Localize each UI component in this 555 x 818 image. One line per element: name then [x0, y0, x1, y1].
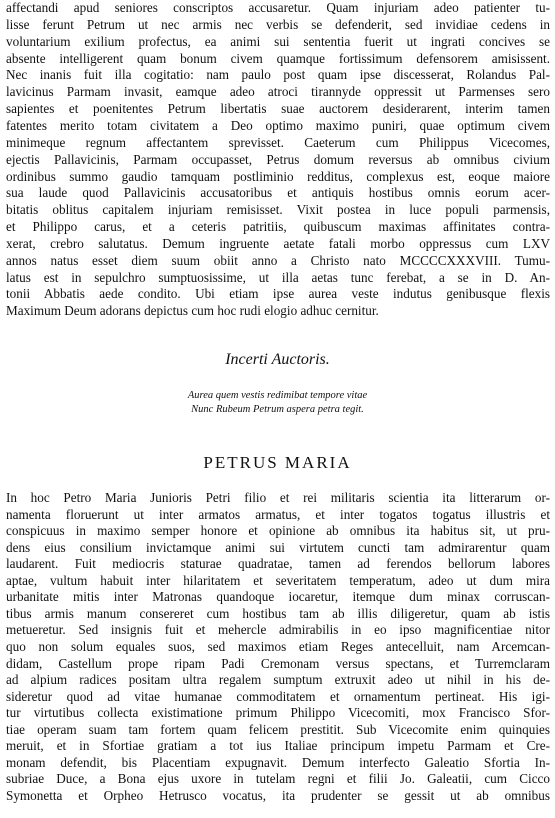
text-line: tiae operam suam tam fortem quam felicem prestitit. Sub Vicecomite enim quinquies	[6, 721, 550, 737]
text-line: bitatis oblitus capitalem injuriam remisisset. Vixit postea in luce populi parmensis,	[6, 202, 550, 218]
text-line: sideretur quod ad vitae humanae commoditatem et ornamentum pertineat. His igi-	[6, 688, 550, 704]
text-line: ordinibus summo gaudio tamquam postliminio redditus, complexus est, eoque maiore	[6, 168, 550, 184]
text-line: voluntarium exilium profectus, ea animi sui sententia fuerit ut ingrati concives se	[6, 33, 550, 49]
text-line: quo non solum equales suos, sed maximos etiam Reges antecelluit, nam Arcemcan-	[6, 638, 550, 654]
text-line: didam, Castellum prope ripam Padi Cremonam versus spectans, et Turremclaram	[6, 655, 550, 671]
text-line: Symonetta et Orpheo Hetrusco vocatus, ita prudenter se gessit ut ab omnibus	[6, 787, 550, 803]
text-line: lisse ferunt Petrum ut nec armis nec verbis se defenderit, sed invidiae cedens in	[6, 16, 550, 32]
text-line: subriae Duce, a Bona ejus uxore in tutelam regni et filii Jo. Galeatii, cum Cicco	[6, 771, 550, 787]
text-line: sua laude quod Pallavicinis accusatoribus et antiquis hostibus omnis eorum acer-	[6, 185, 550, 201]
text-line: aptae, vultum habuit inter hilaritatem et severitatem temperatum, adeo ut dum mira	[6, 572, 550, 588]
text-line: namenta floruerunt ut inter armatos armatus, et inter togatos togatus illustris et	[6, 506, 550, 522]
text-line: monam defendit, bis Placentiam expugnavit. Demum interfecto Galeatio Sfortia In-	[6, 754, 550, 770]
text-line: fatentes merito totam civitatem a Deo optimo maximo puniri, quae optimum civem	[6, 117, 550, 133]
verse-line: Aurea quem vestis redimibat tempore vitae	[187, 390, 368, 401]
text-line: laudarent. Fuit mediocris staturae quadratae, tamen ad ferendos bellorum labores	[6, 556, 550, 572]
heading-petrus-maria: PETRUS MARIA	[203, 453, 352, 472]
text-line: tibus armis manum consereret cum hostibus tam ab illis diligeretur, quam ab istis	[6, 605, 550, 621]
text-line: meruit, et in Sfortiae gratiam a tot ius Italiae principum impetu Parmam et Cre-	[6, 738, 550, 754]
text-line: In hoc Petro Maria Junioris Petri filio et rei militaris scientia ita litterarum or-	[6, 490, 550, 505]
text-line: metueretur. Sed insignis fuit et mehercle admirabilis in eo ipso magnificentiae nitor	[6, 622, 550, 638]
text-line: affectandi apud seniores conscriptos accusaretur. Quam injuriam adeo patienter tu-	[6, 0, 550, 15]
heading-incerti-auctoris: Incerti Auctoris.	[225, 351, 330, 368]
text-line: conspicuus in maximo semper honore et opinione ab omnibus ita habitus sit, ut pru-	[6, 523, 550, 539]
text-line: Nec inanis fuit illa cogitatio: nam paulo post quam ipse discesserat, Rolandus Pal-	[6, 67, 550, 83]
text-line: tonii Abbatis aede condito. Ubi etiam ipse aurea veste indutus genibusque flexis	[6, 286, 550, 302]
text-line: annos natus esset diem suum obiit anno a Christo nato MCCCCXXXVIII. Tumu-	[6, 252, 550, 268]
text-line: ejectis Pallavicinis, Parmam occupasset, Petrus domum reversus ab omnibus civium	[6, 151, 550, 167]
text-line: lavicinus Parmam invasit, eamque adeo atroci tirannyde oppressit ut Parmenses sero	[6, 84, 550, 100]
text-line: Maximum Deum adorans depictus cum hoc rudi elogio adhuc cernitur.	[6, 303, 379, 319]
text-line: sapientes et poenitentes Petrum libertatis suae auctorem desiderarent, interim tamen	[6, 101, 550, 117]
text-line: dens eius consilium invictamque animi sui virtutem cuncti tam admirarentur quam	[6, 539, 550, 555]
text-line: et Philippo carus, et a ceteris patritiis, quibuscum maximas affinitates contra-	[6, 219, 550, 235]
text-line: minimeque regnum affectantem sprevisset. Caeterum cum Philippus Vicecomes,	[6, 134, 550, 150]
text-line: absente intelligerent quam bonum civem quamque fortissimum defensorem amisissent.	[6, 50, 550, 66]
text-line: xerat, crebro salutatus. Demum ingruente aetate fatali morbo oppressus cum LXV	[6, 235, 550, 251]
text-line: ad alpium radices positam ultra regalem sumptum extruxit adeo ut nihil in his de-	[6, 672, 550, 688]
text-line: urbanitate mitis inter Matronas quandoque iocaretur, itemque dum minax corruscan-	[6, 589, 550, 605]
text-line: tur virtutibus collecta existimatione primum Philippo Vicecomiti, mox Francisco Sfor-	[6, 705, 550, 721]
text-line: latus est in sepulchro sumptuosissime, ut illa aetas tunc ferebat, a se in D. An-	[6, 269, 550, 285]
verse-line: Nunc Rubeum Petrum aspera petra tegit.	[191, 404, 364, 415]
